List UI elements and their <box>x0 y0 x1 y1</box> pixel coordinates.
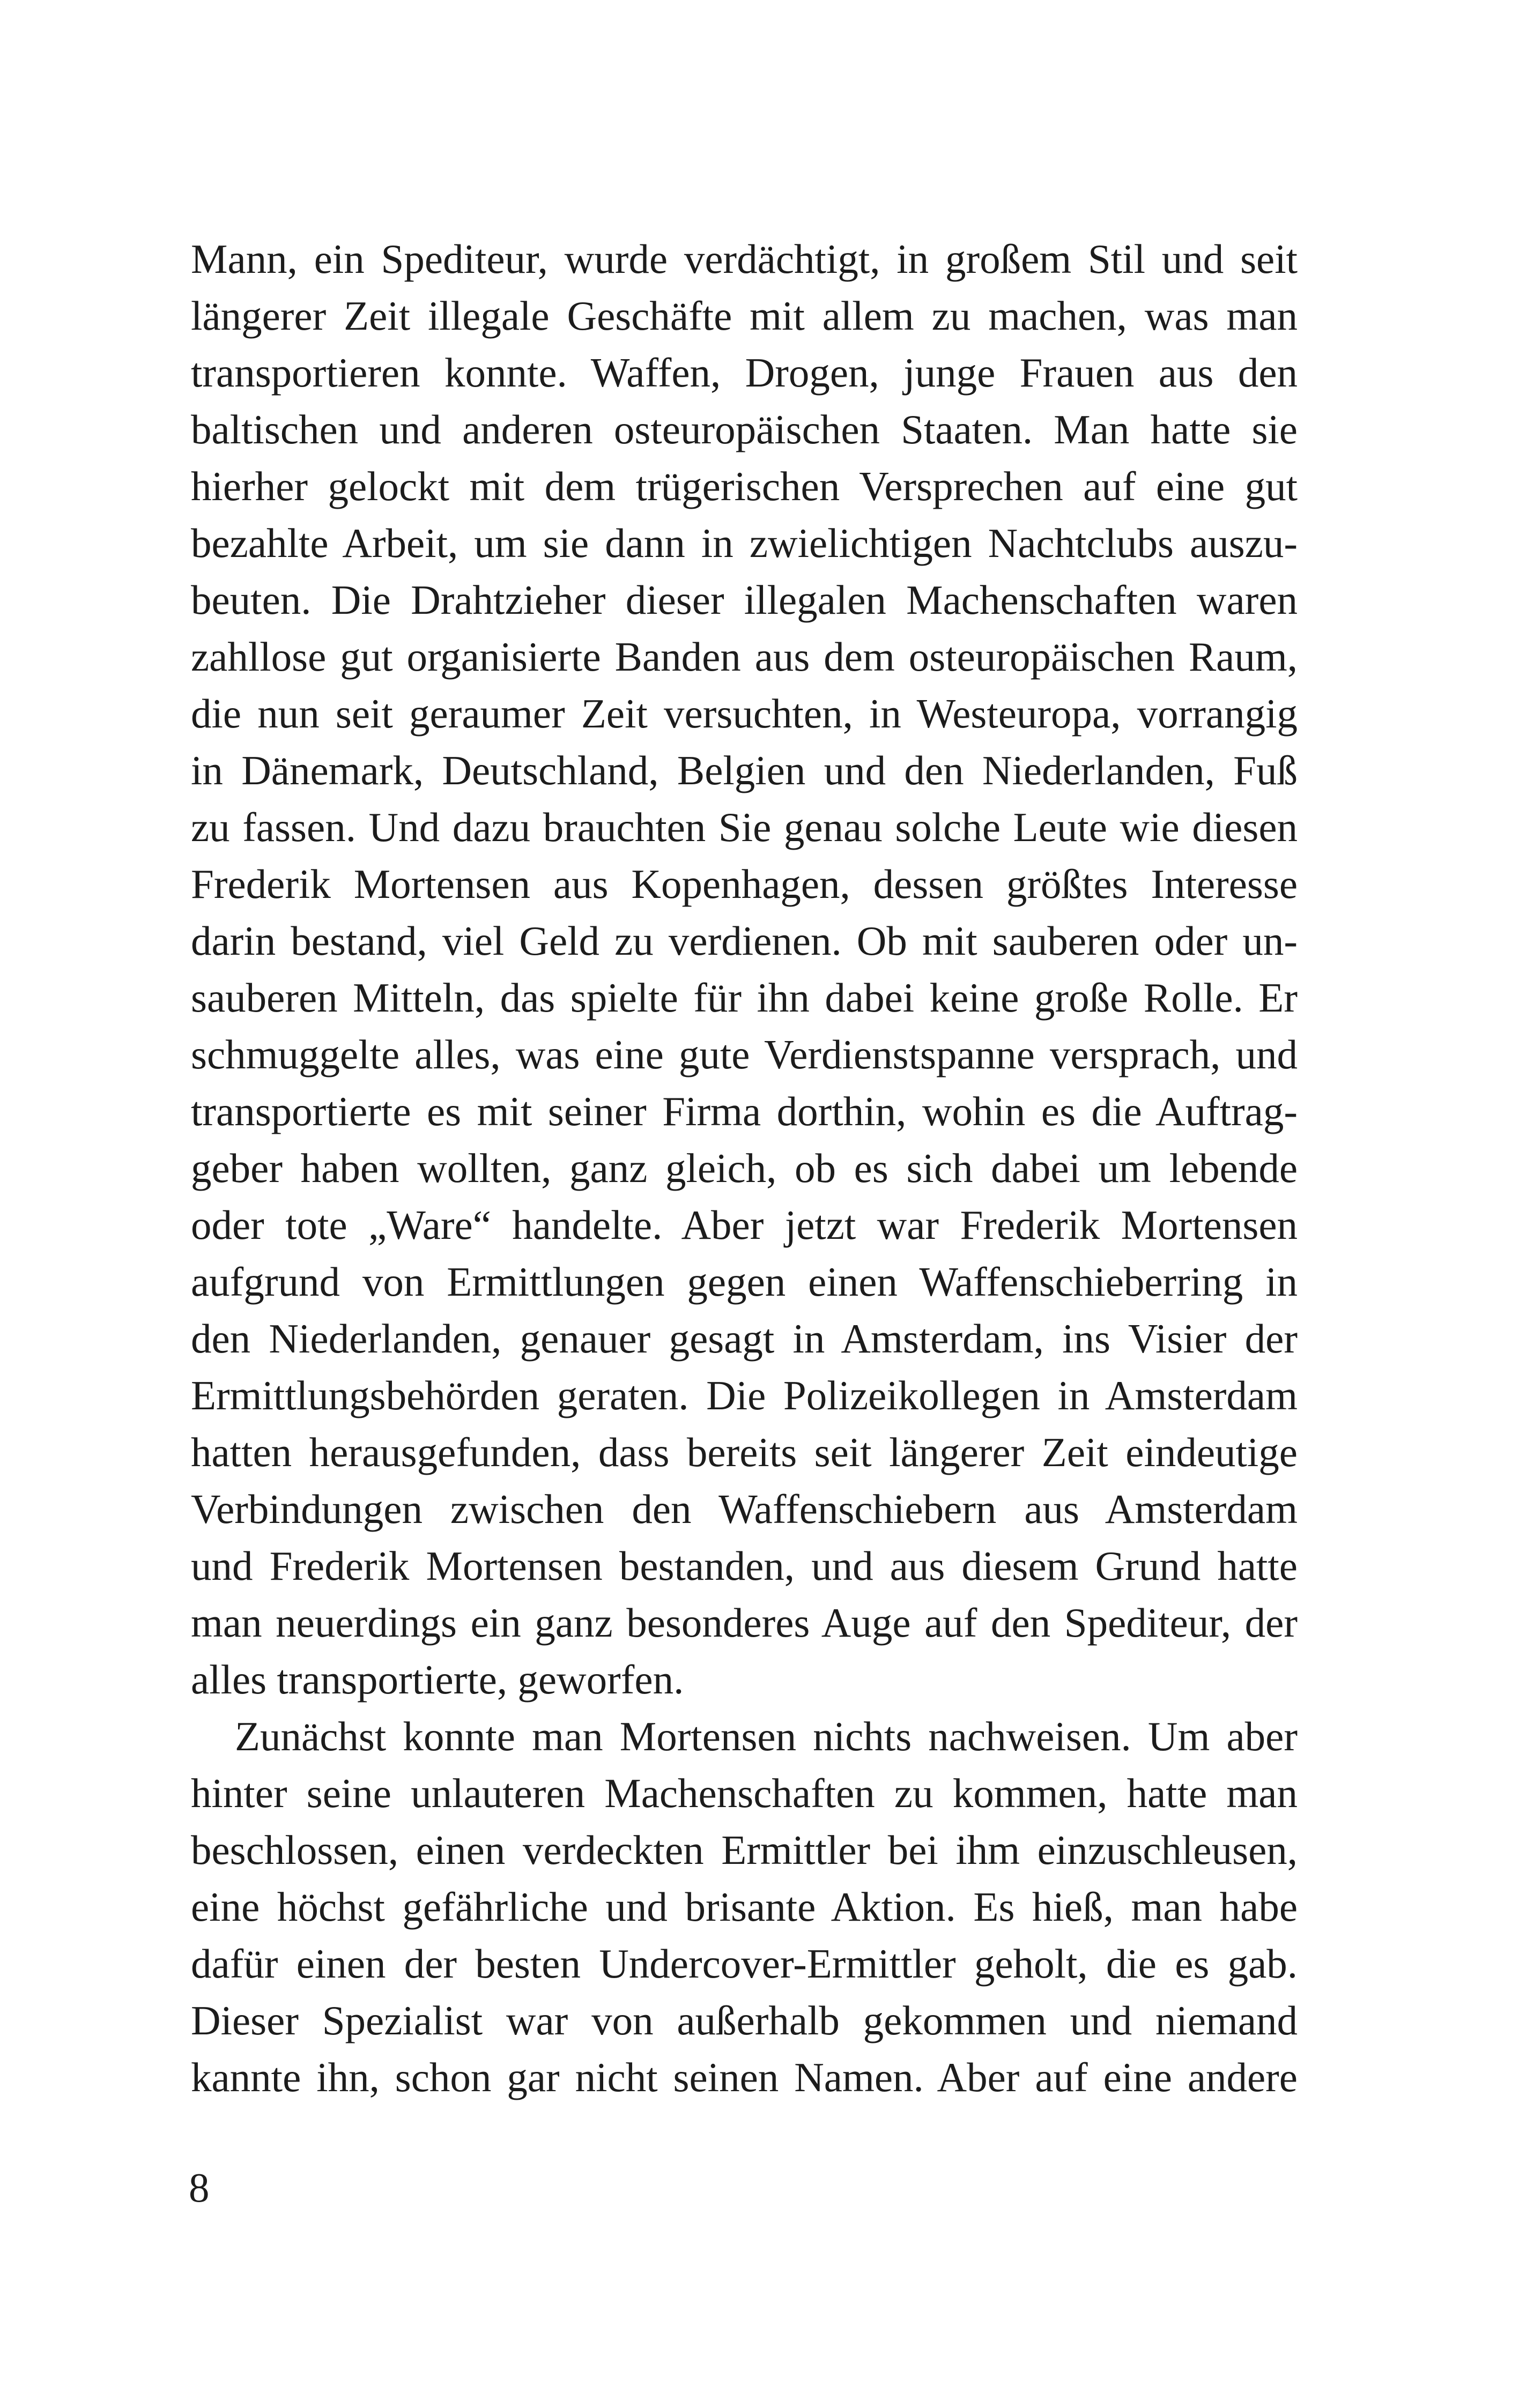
paragraph-1 <box>191 231 1298 1708</box>
text-line: kannte ihn, schon gar nicht seinen Namen. Aber auf eine andere <box>191 2054 1298 2100</box>
paragraph-2 <box>191 1708 1298 2106</box>
text-line: sauberen Mitteln, das spielte für ihn dabei keine große Rolle. Er <box>191 975 1298 1021</box>
text-line: beschlossen, einen verdeckten Ermittler bei ihm einzuschleusen, <box>191 1827 1298 1873</box>
text-line: darin bestand, viel Geld zu verdienen. Ob mit sauberen oder un- <box>191 918 1298 964</box>
text-line: hierher gelockt mit dem trügerischen Versprechen auf eine gut <box>191 463 1298 509</box>
text-line: hinter seine unlauteren Machenschaften zu kommen, hatte man <box>191 1770 1298 1816</box>
text-line: in Dänemark, Deutschland, Belgien und den Niederlanden, Fuß <box>191 747 1298 793</box>
text-line: beuten. Die Drahtzieher dieser illegalen Machenschaften waren <box>191 577 1298 623</box>
text-line: Dieser Spezialist war von außerhalb gekommen und niemand <box>191 1997 1298 2043</box>
text-line: Mann, ein Spediteur, wurde verdächtigt, in großem Stil und seit <box>191 236 1298 282</box>
text-line: zahllose gut organisierte Banden aus dem osteuropäischen Raum, <box>191 634 1298 680</box>
text-line: Ermittlungsbehörden geraten. Die Polizeikollegen in Amsterdam <box>191 1372 1298 1418</box>
text-line: alles transportierte, geworfen. <box>191 1656 684 1703</box>
text-line: Verbindungen zwischen den Waffenschiebern aus Amsterdam <box>191 1486 1298 1532</box>
text-line: längerer Zeit illegale Geschäfte mit allem zu machen, was man <box>191 293 1298 339</box>
text-line: hatten herausgefunden, dass bereits seit längerer Zeit eindeutige <box>191 1429 1298 1475</box>
text-line: zu fassen. Und dazu brauchten Sie genau solche Leute wie diesen <box>191 804 1298 850</box>
text-line: oder tote „Ware“ handelte. Aber jetzt war Frederik Mortensen <box>191 1202 1298 1248</box>
body-text <box>191 231 1298 2106</box>
text-line: Frederik Mortensen aus Kopenhagen, dessen größtes Interesse <box>191 861 1298 907</box>
text-line: transportierte es mit seiner Firma dorthin, wohin es die Auftrag- <box>191 1088 1298 1134</box>
text-line: Zunächst konnte man Mortensen nichts nachweisen. Um aber <box>235 1713 1298 1759</box>
text-line: eine höchst gefährliche und brisante Aktion. Es hieß, man habe <box>191 1884 1298 1930</box>
text-line: schmuggelte alles, was eine gute Verdienstspanne versprach, und <box>191 1031 1298 1077</box>
text-line: man neuerdings ein ganz besonderes Auge auf den Spediteur, der <box>191 1600 1298 1646</box>
text-line: den Niederlanden, genauer gesagt in Amsterdam, ins Visier der <box>191 1316 1298 1362</box>
text-line: geber haben wollten, ganz gleich, ob es sich dabei um lebende <box>191 1145 1298 1191</box>
text-line: und Frederik Mortensen bestanden, und aus diesem Grund hatte <box>191 1543 1298 1589</box>
text-line: transportieren konnte. Waffen, Drogen, junge Frauen aus den <box>191 350 1298 396</box>
page-number: 8 <box>189 2165 210 2211</box>
text-line: dafür einen der besten Undercover-Ermittler geholt, die es gab. <box>191 1941 1298 1987</box>
text-line: bezahlte Arbeit, um sie dann in zwielichtigen Nachtclubs auszu- <box>191 520 1298 566</box>
text-line: baltischen und anderen osteuropäischen Staaten. Man hatte sie <box>191 406 1298 452</box>
text-line: aufgrund von Ermittlungen gegen einen Waffenschieberring in <box>191 1259 1298 1305</box>
text-line: die nun seit geraumer Zeit versuchten, in Westeuropa, vorrangig <box>191 690 1298 737</box>
